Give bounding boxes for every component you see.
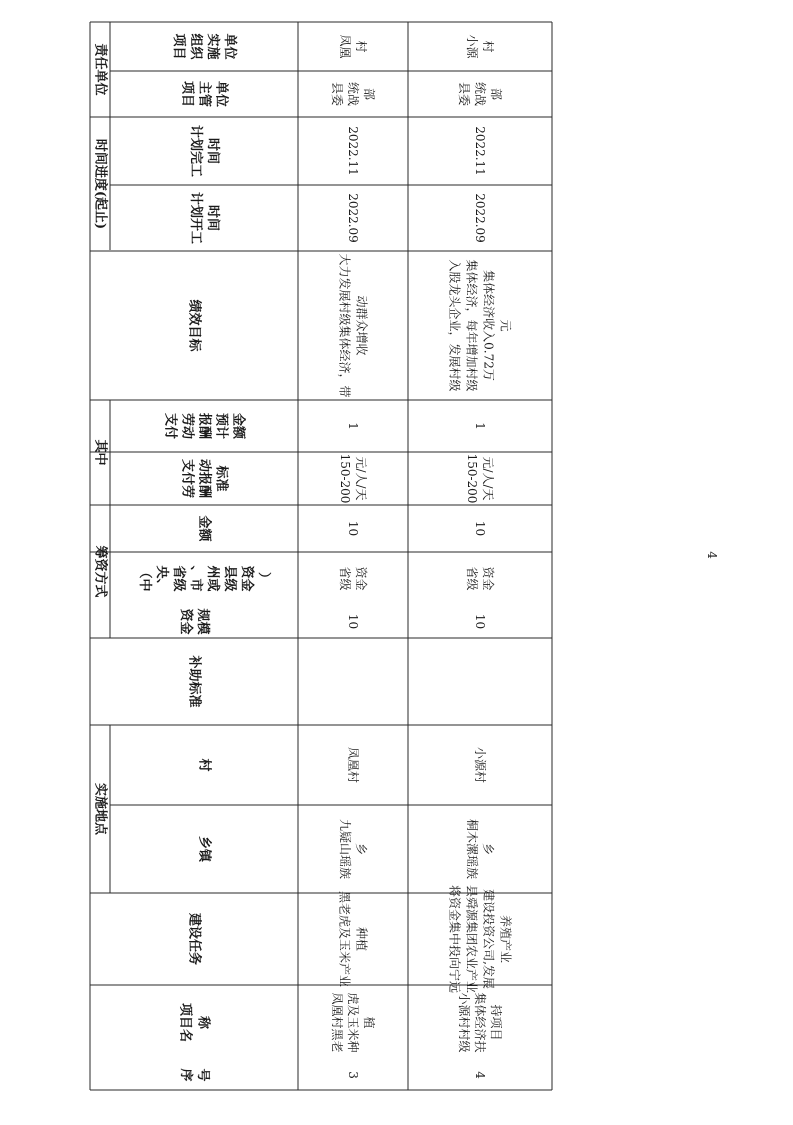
cell-index — [473, 1071, 487, 1079]
svg-text:集体经济扶: 集体经济扶 — [473, 992, 487, 1053]
svg-text:村: 村 — [481, 40, 495, 53]
svg-text:号: 号 — [195, 1068, 210, 1082]
header-fund-scale — [178, 607, 211, 635]
header-responsible — [93, 43, 109, 95]
cell-labor-amount — [346, 422, 360, 430]
cell-amount — [346, 521, 360, 536]
svg-text:资金: 资金 — [178, 608, 193, 635]
cell-task — [338, 891, 370, 987]
svg-text:规模: 规模 — [195, 608, 210, 635]
header-goal — [187, 299, 203, 352]
svg-text:部: 部 — [489, 87, 503, 101]
svg-text:小源村村级: 小源村村级 — [457, 992, 471, 1053]
svg-text:州或: 州或 — [205, 565, 220, 592]
svg-text:2022.09: 2022.09 — [473, 193, 487, 243]
svg-text:筹资方式: 筹资方式 — [92, 545, 108, 598]
svg-text:金额: 金额 — [196, 515, 212, 542]
cell-fund-scale — [473, 614, 487, 629]
svg-text:凤凰村黑老: 凤凰村黑老 — [330, 992, 344, 1053]
svg-text:150-200: 150-200 — [465, 453, 479, 504]
svg-text:村: 村 — [196, 758, 212, 772]
svg-text:植: 植 — [362, 1016, 376, 1029]
svg-text:支付: 支付 — [162, 412, 178, 440]
svg-text:单位: 单位 — [222, 33, 237, 60]
svg-text:10: 10 — [473, 520, 487, 537]
svg-text:计划完工: 计划完工 — [188, 124, 203, 178]
svg-text:、市: 、市 — [188, 565, 203, 592]
svg-text:小源村: 小源村 — [473, 746, 487, 784]
cell-labor-rate — [338, 454, 368, 504]
svg-text:其中: 其中 — [92, 439, 108, 466]
svg-text:小源: 小源 — [465, 34, 479, 59]
header-project-name — [178, 1003, 212, 1042]
svg-text:县级: 县级 — [222, 565, 237, 592]
header-schedule — [93, 139, 109, 229]
cell-goal — [448, 259, 513, 391]
svg-text:部: 部 — [362, 87, 376, 101]
svg-text:10: 10 — [473, 613, 487, 630]
svg-text:10: 10 — [346, 613, 360, 630]
svg-text:预计: 预计 — [213, 412, 229, 440]
cell-fund-source — [465, 566, 496, 590]
svg-text:实施: 实施 — [205, 33, 220, 60]
svg-text:建设任务: 建设任务 — [186, 912, 202, 966]
svg-text:动报酬: 动报酬 — [196, 458, 212, 499]
cell-labor-rate — [465, 454, 495, 504]
svg-text:3: 3 — [346, 1071, 360, 1079]
header-organizer — [171, 33, 238, 60]
svg-text:项目名: 项目名 — [177, 1002, 193, 1043]
svg-text:2022.11: 2022.11 — [473, 126, 487, 176]
header-index — [178, 1068, 211, 1081]
svg-text:实施地点: 实施地点 — [92, 782, 108, 836]
svg-text:1: 1 — [346, 422, 360, 430]
header-start — [188, 192, 221, 244]
svg-text:绩效目标: 绩效目标 — [186, 299, 202, 352]
svg-text:省级: 省级 — [171, 565, 186, 592]
cell-village — [473, 747, 488, 783]
svg-text:项目: 项目 — [171, 33, 186, 60]
svg-text:时间: 时间 — [205, 137, 220, 165]
cell-project-name — [330, 992, 377, 1052]
svg-text:统战: 统战 — [473, 81, 487, 107]
cell-start — [346, 193, 360, 243]
header-subsidy — [187, 654, 203, 707]
cell-task — [448, 885, 514, 993]
svg-text:统战: 统战 — [346, 81, 360, 107]
page-number — [705, 551, 719, 559]
header-labor-rate — [180, 459, 230, 498]
svg-text:乡: 乡 — [354, 842, 368, 856]
svg-text:凤凰: 凤凰 — [338, 34, 352, 59]
cell-fund-scale — [346, 614, 360, 629]
svg-text:1: 1 — [473, 422, 487, 430]
svg-text:资金: 资金 — [354, 566, 368, 591]
cell-organizer — [338, 34, 369, 58]
header-among — [93, 439, 109, 465]
svg-text:资金: 资金 — [239, 565, 254, 592]
cell-supervisor — [330, 82, 376, 106]
svg-text:持项目: 持项目 — [489, 1004, 503, 1041]
table-text — [93, 33, 720, 1081]
cell-end — [473, 126, 487, 176]
svg-text:金额: 金额 — [230, 412, 246, 440]
svg-text:种植: 种植 — [354, 926, 369, 952]
cell-fund-source — [338, 566, 369, 590]
svg-text:建设投资公司,发展: 建设投资公司,发展 — [481, 889, 496, 989]
svg-text:县委: 县委 — [330, 81, 344, 107]
svg-text:养殖产业: 养殖产业 — [498, 914, 513, 964]
svg-text:2022.11: 2022.11 — [346, 126, 360, 176]
header-labor-amount — [163, 413, 247, 440]
cell-index — [346, 1071, 360, 1079]
svg-text:组织: 组织 — [188, 33, 203, 60]
cell-township — [338, 819, 368, 879]
header-fund-source — [137, 565, 272, 591]
svg-text:县舜源集团农业产业: 县舜源集团农业产业 — [464, 884, 479, 994]
cell-goal — [338, 253, 370, 397]
svg-text:序: 序 — [178, 1068, 193, 1082]
svg-text:（中: （中 — [137, 565, 152, 592]
svg-text:元/人/天: 元/人/天 — [354, 456, 368, 501]
svg-text:桐木漯瑶族: 桐木漯瑶族 — [465, 818, 479, 880]
svg-text:2022.09: 2022.09 — [346, 193, 360, 243]
svg-text:虎及玉米种: 虎及玉米种 — [346, 992, 360, 1053]
svg-text:九疑山瑶族: 九疑山瑶族 — [338, 818, 352, 880]
svg-text:村: 村 — [354, 40, 368, 53]
svg-text:元: 元 — [498, 319, 513, 332]
svg-text:乡镇: 乡镇 — [196, 835, 212, 863]
header-township — [197, 836, 213, 863]
header-location — [93, 783, 109, 836]
svg-text:4: 4 — [473, 1071, 487, 1079]
svg-text:将资金集中投向宁远: 将资金集中投向宁远 — [447, 884, 462, 994]
header-funding — [93, 545, 109, 597]
svg-text:单位: 单位 — [213, 80, 229, 108]
cell-project-name — [457, 992, 504, 1052]
cell-township — [465, 819, 495, 879]
header-supervisor — [180, 81, 230, 107]
svg-text:动群众增收: 动群众增收 — [354, 295, 369, 356]
header-task — [187, 912, 203, 965]
svg-text:省级: 省级 — [465, 566, 479, 591]
cell-start — [473, 193, 487, 243]
cell-end — [346, 126, 360, 176]
svg-text:凤凰村: 凤凰村 — [346, 746, 360, 784]
cell-amount — [473, 521, 487, 536]
cell-village — [346, 747, 361, 783]
svg-text:时间进度(起止): 时间进度(起止) — [92, 138, 108, 230]
svg-text:集体经济，每年增加村级: 集体经济，每年增加村级 — [464, 259, 479, 392]
svg-text:4: 4 — [705, 551, 719, 559]
svg-text:150-200: 150-200 — [338, 453, 352, 504]
cell-labor-amount — [473, 422, 487, 430]
header-village — [197, 758, 213, 771]
svg-text:补助标准: 补助标准 — [186, 655, 202, 708]
svg-text:集体经济收入0.72万: 集体经济收入0.72万 — [481, 270, 496, 381]
svg-text:入股龙头企业，发展村级: 入股龙头企业，发展村级 — [447, 259, 462, 392]
header-end — [188, 125, 221, 177]
svg-text:10: 10 — [346, 520, 360, 537]
svg-text:）: ） — [256, 571, 271, 586]
svg-text:主管: 主管 — [196, 80, 212, 108]
svg-text:支付劳: 支付劳 — [179, 458, 195, 499]
svg-text:黑老虎及玉米产业: 黑老虎及玉米产业 — [337, 890, 352, 988]
svg-text:称: 称 — [195, 1015, 211, 1030]
cell-organizer — [465, 34, 496, 59]
svg-text:元/人/天: 元/人/天 — [481, 456, 495, 501]
svg-text:乡: 乡 — [481, 842, 495, 856]
cell-supervisor — [457, 82, 503, 106]
svg-text:资金: 资金 — [481, 566, 495, 591]
svg-text:时间: 时间 — [205, 204, 220, 232]
svg-text:项目: 项目 — [179, 80, 195, 108]
svg-text:标准: 标准 — [213, 465, 229, 492]
header-amount — [197, 515, 213, 542]
svg-text:劳动: 劳动 — [179, 412, 195, 440]
svg-text:报酬: 报酬 — [196, 412, 212, 440]
svg-text:大力发展村级集体经济，带: 大力发展村级集体经济，带 — [337, 253, 352, 398]
svg-text:省级: 省级 — [338, 566, 352, 591]
svg-text:央、: 央、 — [154, 565, 169, 592]
svg-text:计划开工: 计划开工 — [188, 191, 203, 245]
svg-text:责任单位: 责任单位 — [92, 43, 108, 96]
svg-text:县委: 县委 — [457, 81, 471, 107]
